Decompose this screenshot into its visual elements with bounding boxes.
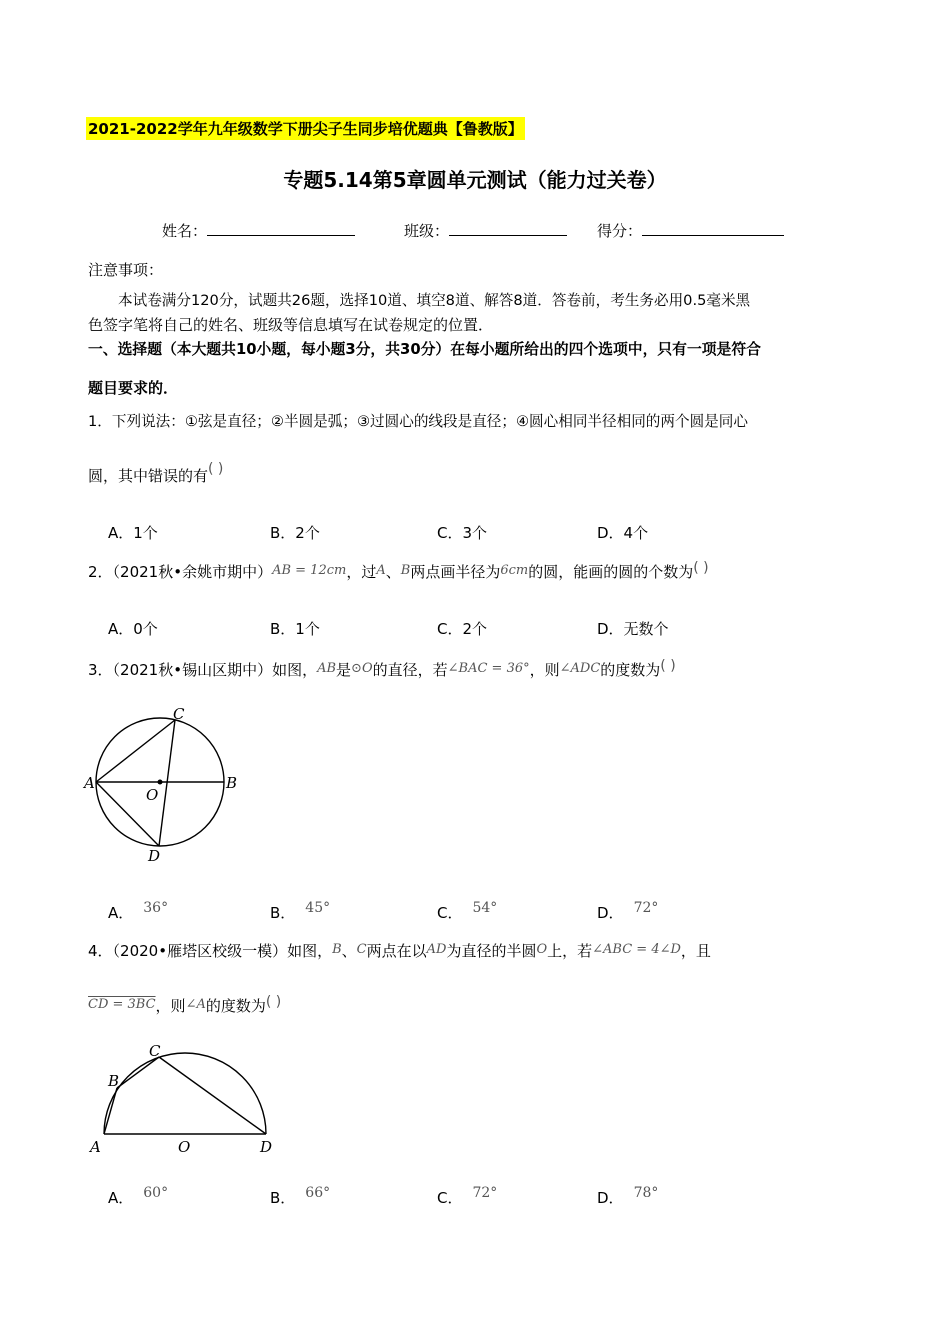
q4-text-1: 、: [341, 942, 357, 960]
q4-text-7: 的度数为: [205, 997, 266, 1015]
q4-option-d[interactable]: [597, 1187, 658, 1208]
q4-chord-ab: [104, 1088, 117, 1134]
q4-option-b-letter: B．: [270, 1189, 296, 1207]
q3-text-4: 的度数为: [600, 661, 661, 679]
q3-source: 3．（2021秋•锡山区期中）如图，: [88, 661, 318, 679]
q3-center-dot: [158, 780, 163, 785]
q3-option-b-value: 45°: [305, 900, 331, 916]
q2-math-ab: AB = 12cm: [272, 563, 347, 578]
q4-label-c: C: [149, 1042, 161, 1060]
q4-math-arc-relation: CD = 3BC: [88, 997, 156, 1012]
name-label: 姓名：: [162, 222, 208, 240]
q4-chord-bc: [117, 1057, 159, 1088]
q4-text-5: ，且: [680, 942, 711, 960]
q4-label-b: B: [108, 1072, 120, 1090]
q3-math-angle-bac: ∠BAC = 36°: [447, 661, 530, 676]
q4-answer-paren: ( ): [265, 994, 282, 1010]
q4-option-a[interactable]: [108, 1187, 168, 1208]
q4-figure: [82, 1038, 282, 1158]
score-label: 得分：: [597, 222, 643, 240]
q4-math-c: C: [356, 942, 367, 957]
q3-figure: [82, 702, 252, 867]
q3-option-d-letter: D．: [597, 904, 624, 922]
q1-option-d[interactable]: D．4个: [597, 524, 649, 542]
q3-math-ab: AB: [317, 661, 337, 676]
q3-answer-paren: ( ): [660, 658, 676, 674]
q1-stem-text: 圆，其中错误的有: [88, 467, 209, 485]
q2-option-a[interactable]: A．0个: [108, 620, 158, 638]
q3-math-circle-o: ⊙O: [351, 661, 373, 676]
q1-stem-line-1: 1．下列说法：①弦是直径；②半圆是弧；③过圆心的线段是直径；④圆心相同半径相同的两个圆是同心: [88, 413, 748, 430]
q4-text-6: ，则: [155, 997, 186, 1015]
q3-option-d[interactable]: [597, 902, 658, 923]
q4-semicircle: [104, 1053, 266, 1134]
q3-label-d: D: [148, 847, 161, 865]
q3-label-o: O: [146, 786, 159, 804]
q3-option-b-letter: B．: [270, 904, 296, 922]
q2-answer-paren: ( ): [693, 560, 709, 576]
q2-option-c[interactable]: C．2个: [437, 620, 488, 638]
q4-source: 4．（2020•雁塔区校级一模）如图，: [88, 942, 333, 960]
q3-stem: [88, 659, 676, 680]
q4-option-c[interactable]: [437, 1187, 497, 1208]
q4-option-a-value: 60°: [143, 1185, 169, 1201]
q3-math-angle-adc: ∠ADC: [559, 661, 601, 676]
q4-text-2: 两点在以: [366, 942, 427, 960]
q4-text-3: 为直径的半圆: [446, 942, 537, 960]
q4-option-d-value: 78°: [633, 1185, 659, 1201]
q4-stem-line-2: [88, 995, 281, 1016]
q1-option-b[interactable]: B．2个: [270, 524, 320, 542]
notice-line-2: 色签字笔将自己的姓名、班级等信息填写在试卷规定的位置．: [88, 316, 494, 334]
q3-label-c: C: [173, 705, 185, 723]
q3-label-a: A: [84, 774, 95, 792]
q3-option-b[interactable]: [270, 902, 330, 923]
q3-label-b: B: [226, 774, 238, 792]
q4-math-o: O: [536, 942, 548, 957]
q2-option-b[interactable]: B．1个: [270, 620, 320, 638]
q2-text-1: ，过: [346, 563, 377, 581]
q3-text-3: ，则: [529, 661, 560, 679]
q2-text-4: 的圆，能画的圆的个数为: [528, 563, 694, 581]
q4-option-b-value: 66°: [305, 1185, 331, 1201]
q2-text-3: 两点画半径为: [410, 563, 501, 581]
name-blank[interactable]: [207, 221, 355, 236]
q2-option-d[interactable]: D．无数个: [597, 620, 669, 638]
q4-chord-cd: [159, 1057, 266, 1134]
q1-answer-paren: ( ): [208, 461, 224, 477]
q1-option-a[interactable]: A．1个: [108, 524, 158, 542]
section-heading-line-1: 一、选择题（本大题共10小题，每小题3分，共30分）在每小题所给出的四个选项中，只有一项是符合: [88, 341, 761, 358]
q4-stem-line-1: [88, 940, 711, 961]
q4-label-a: A: [90, 1138, 101, 1156]
q4-option-c-letter: C．: [437, 1189, 463, 1207]
score-blank[interactable]: [642, 221, 784, 236]
score-field[interactable]: [597, 220, 784, 241]
q4-math-angle-a: ∠A: [185, 997, 206, 1012]
q3-option-c-value: 54°: [472, 900, 498, 916]
q3-text-1: 是: [336, 661, 352, 679]
q4-label-o: O: [178, 1138, 191, 1156]
q4-option-d-letter: D．: [597, 1189, 624, 1207]
section-heading-line-2: 题目要求的．: [88, 379, 179, 397]
q4-text-4: 上，若: [547, 942, 593, 960]
class-blank[interactable]: [449, 221, 567, 236]
q1-option-c[interactable]: C．3个: [437, 524, 488, 542]
q4-math-ad: AD: [426, 942, 447, 957]
q3-option-c-letter: C．: [437, 904, 463, 922]
q2-source: 2．（2021秋•余姚市期中）: [88, 563, 273, 581]
q2-text-2: 、: [385, 563, 401, 581]
q3-text-2: 的直径，若: [372, 661, 448, 679]
q4-math-b: B: [332, 942, 342, 957]
q4-label-d: D: [260, 1138, 273, 1156]
notice-line-1: 本试卷满分120分，试题共26题，选择10道、填空8道、解答8道．答卷前，考生务必用0.5毫米黑: [118, 292, 751, 309]
q3-option-d-value: 72°: [633, 900, 659, 916]
q3-option-a[interactable]: [108, 902, 168, 923]
q4-option-c-value: 72°: [472, 1185, 498, 1201]
q3-chord-ac: [96, 720, 175, 782]
q2-stem: [88, 561, 709, 582]
q4-option-a-letter: A．: [108, 1189, 134, 1207]
q4-option-b[interactable]: [270, 1187, 330, 1208]
q2-math-a: A: [376, 563, 386, 578]
q3-option-a-value: 36°: [143, 900, 169, 916]
q4-math-angle-abc: ∠ABC = 4∠D: [592, 942, 681, 957]
q3-option-c[interactable]: [437, 902, 497, 923]
class-label: 班级：: [404, 222, 450, 240]
notice-heading: 注意事项：: [88, 261, 164, 279]
series-tag: 2021-2022学年九年级数学下册尖子生同步培优题典【鲁教版】: [86, 117, 525, 140]
q2-math-b: B: [400, 563, 411, 578]
q2-math-radius: 6cm: [500, 563, 529, 578]
name-field[interactable]: [162, 220, 355, 241]
q3-option-a-letter: A．: [108, 904, 134, 922]
q1-stem-line-2: [88, 461, 224, 486]
class-field[interactable]: [404, 220, 567, 241]
page-title: 专题5.14第5章圆单元测试（能力过关卷）: [283, 168, 667, 192]
